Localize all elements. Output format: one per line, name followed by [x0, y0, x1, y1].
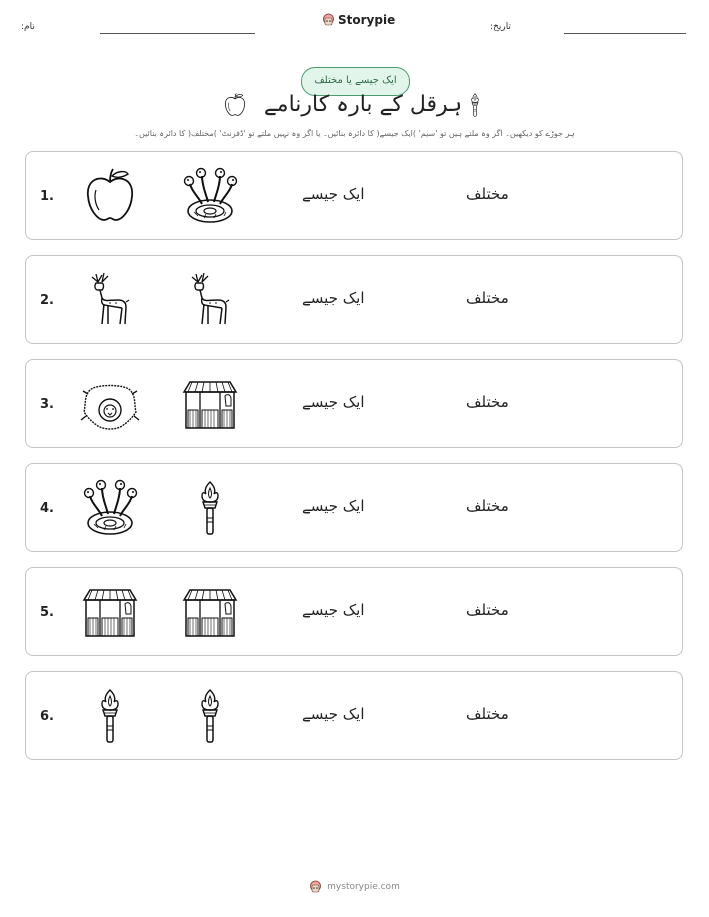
deer-icon	[180, 270, 240, 330]
question-number: 4.	[40, 501, 54, 516]
name-field-line[interactable]	[100, 33, 255, 34]
option-different[interactable]: مختلف	[466, 289, 509, 307]
question-row	[25, 359, 683, 448]
footer	[0, 880, 709, 894]
torch-icon	[180, 686, 240, 746]
question-row	[25, 567, 683, 656]
question-number: 1.	[40, 189, 54, 204]
instructions: ہر جوڑے کو دیکھیں۔ اگر وہ ملتے ہیں تو 'سیم' )ایک جیسے( کا دائرہ بنائیں۔ یا اگر وہ نہیں ملتے تو 'ڈفرنٹ' )مختلف( کا دائرہ بنائیں۔	[134, 129, 575, 138]
storypie-logo	[322, 13, 395, 27]
storypie-mascot-icon	[322, 13, 335, 27]
deer-icon	[80, 270, 140, 330]
question-number: 2.	[40, 293, 54, 308]
question-row	[25, 151, 683, 240]
name-label: نام:	[21, 22, 35, 32]
torch-icon	[467, 92, 483, 118]
question-number: 3.	[40, 397, 54, 412]
option-same[interactable]: ایک جیسے	[302, 393, 365, 411]
logo-text: Storypie	[338, 13, 396, 27]
hydra-icon	[180, 166, 240, 226]
hydra-icon	[80, 478, 140, 538]
option-different[interactable]: مختلف	[466, 185, 509, 203]
worksheet-title: ہرقل کے بارہ کارنامے	[263, 92, 463, 117]
option-different[interactable]: مختلف	[466, 393, 509, 411]
worksheet-header	[0, 10, 709, 50]
date-field-line[interactable]	[564, 33, 686, 34]
question-row	[25, 255, 683, 344]
question-number: 6.	[40, 709, 54, 724]
option-same[interactable]: ایک جیسے	[302, 289, 365, 307]
apple-icon	[80, 166, 140, 226]
date-label: تاریخ:	[490, 22, 511, 32]
apple-icon	[222, 92, 248, 118]
option-same[interactable]: ایک جیسے	[302, 705, 365, 723]
stable-icon	[180, 582, 240, 642]
worksheet-type-badge: ایک جیسے یا مختلف	[301, 67, 410, 96]
storypie-mascot-icon	[309, 880, 322, 894]
lion-pelt-icon	[80, 374, 140, 434]
option-different[interactable]: مختلف	[466, 497, 509, 515]
question-row	[25, 463, 683, 552]
option-same[interactable]: ایک جیسے	[302, 497, 365, 515]
footer-url: mystorypie.com	[327, 882, 400, 892]
question-number: 5.	[40, 605, 54, 620]
option-different[interactable]: مختلف	[466, 601, 509, 619]
option-different[interactable]: مختلف	[466, 705, 509, 723]
option-same[interactable]: ایک جیسے	[302, 185, 365, 203]
stable-icon	[80, 582, 140, 642]
question-row	[25, 671, 683, 760]
stable-icon	[180, 374, 240, 434]
option-same[interactable]: ایک جیسے	[302, 601, 365, 619]
torch-icon	[80, 686, 140, 746]
torch-icon	[180, 478, 240, 538]
